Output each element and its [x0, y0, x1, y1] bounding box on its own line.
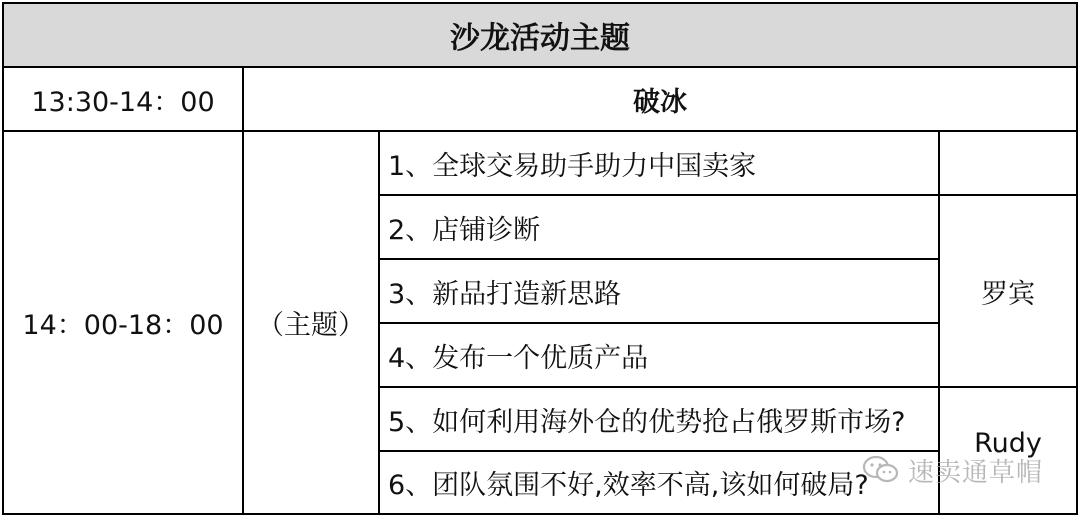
agenda-table: [2, 2, 1078, 515]
watermark: [862, 452, 1043, 488]
agenda-item-1: 1、全球交易助手助力中国卖家: [378, 130, 940, 196]
activity-icebreak: 破冰: [242, 66, 1078, 132]
agenda-item-4: 4、发布一个优质产品: [378, 322, 940, 388]
agenda-item-2: 2、店铺诊断: [378, 194, 940, 260]
agenda-item-5: 5、如何利用海外仓的优势抢占俄罗斯市场?: [378, 386, 940, 452]
speaker-rudy: Rudy: [938, 386, 1078, 515]
time-slot-2: 14：00-18：00: [2, 130, 244, 515]
speaker-empty: [938, 130, 1078, 196]
wechat-icon: [862, 455, 900, 485]
theme-label: （主题）: [242, 130, 380, 515]
watermark-text: 速卖通草帽: [908, 457, 1044, 488]
speaker-luobin: 罗宾: [938, 194, 1078, 388]
table-title: 沙龙活动主题: [2, 2, 1078, 68]
time-slot-1: 13:30-14：00: [2, 66, 244, 132]
agenda-item-6: 6、团队氛围不好,效率不高,该如何破局?: [378, 450, 940, 515]
agenda-item-3: 3、新品打造新思路: [378, 258, 940, 324]
